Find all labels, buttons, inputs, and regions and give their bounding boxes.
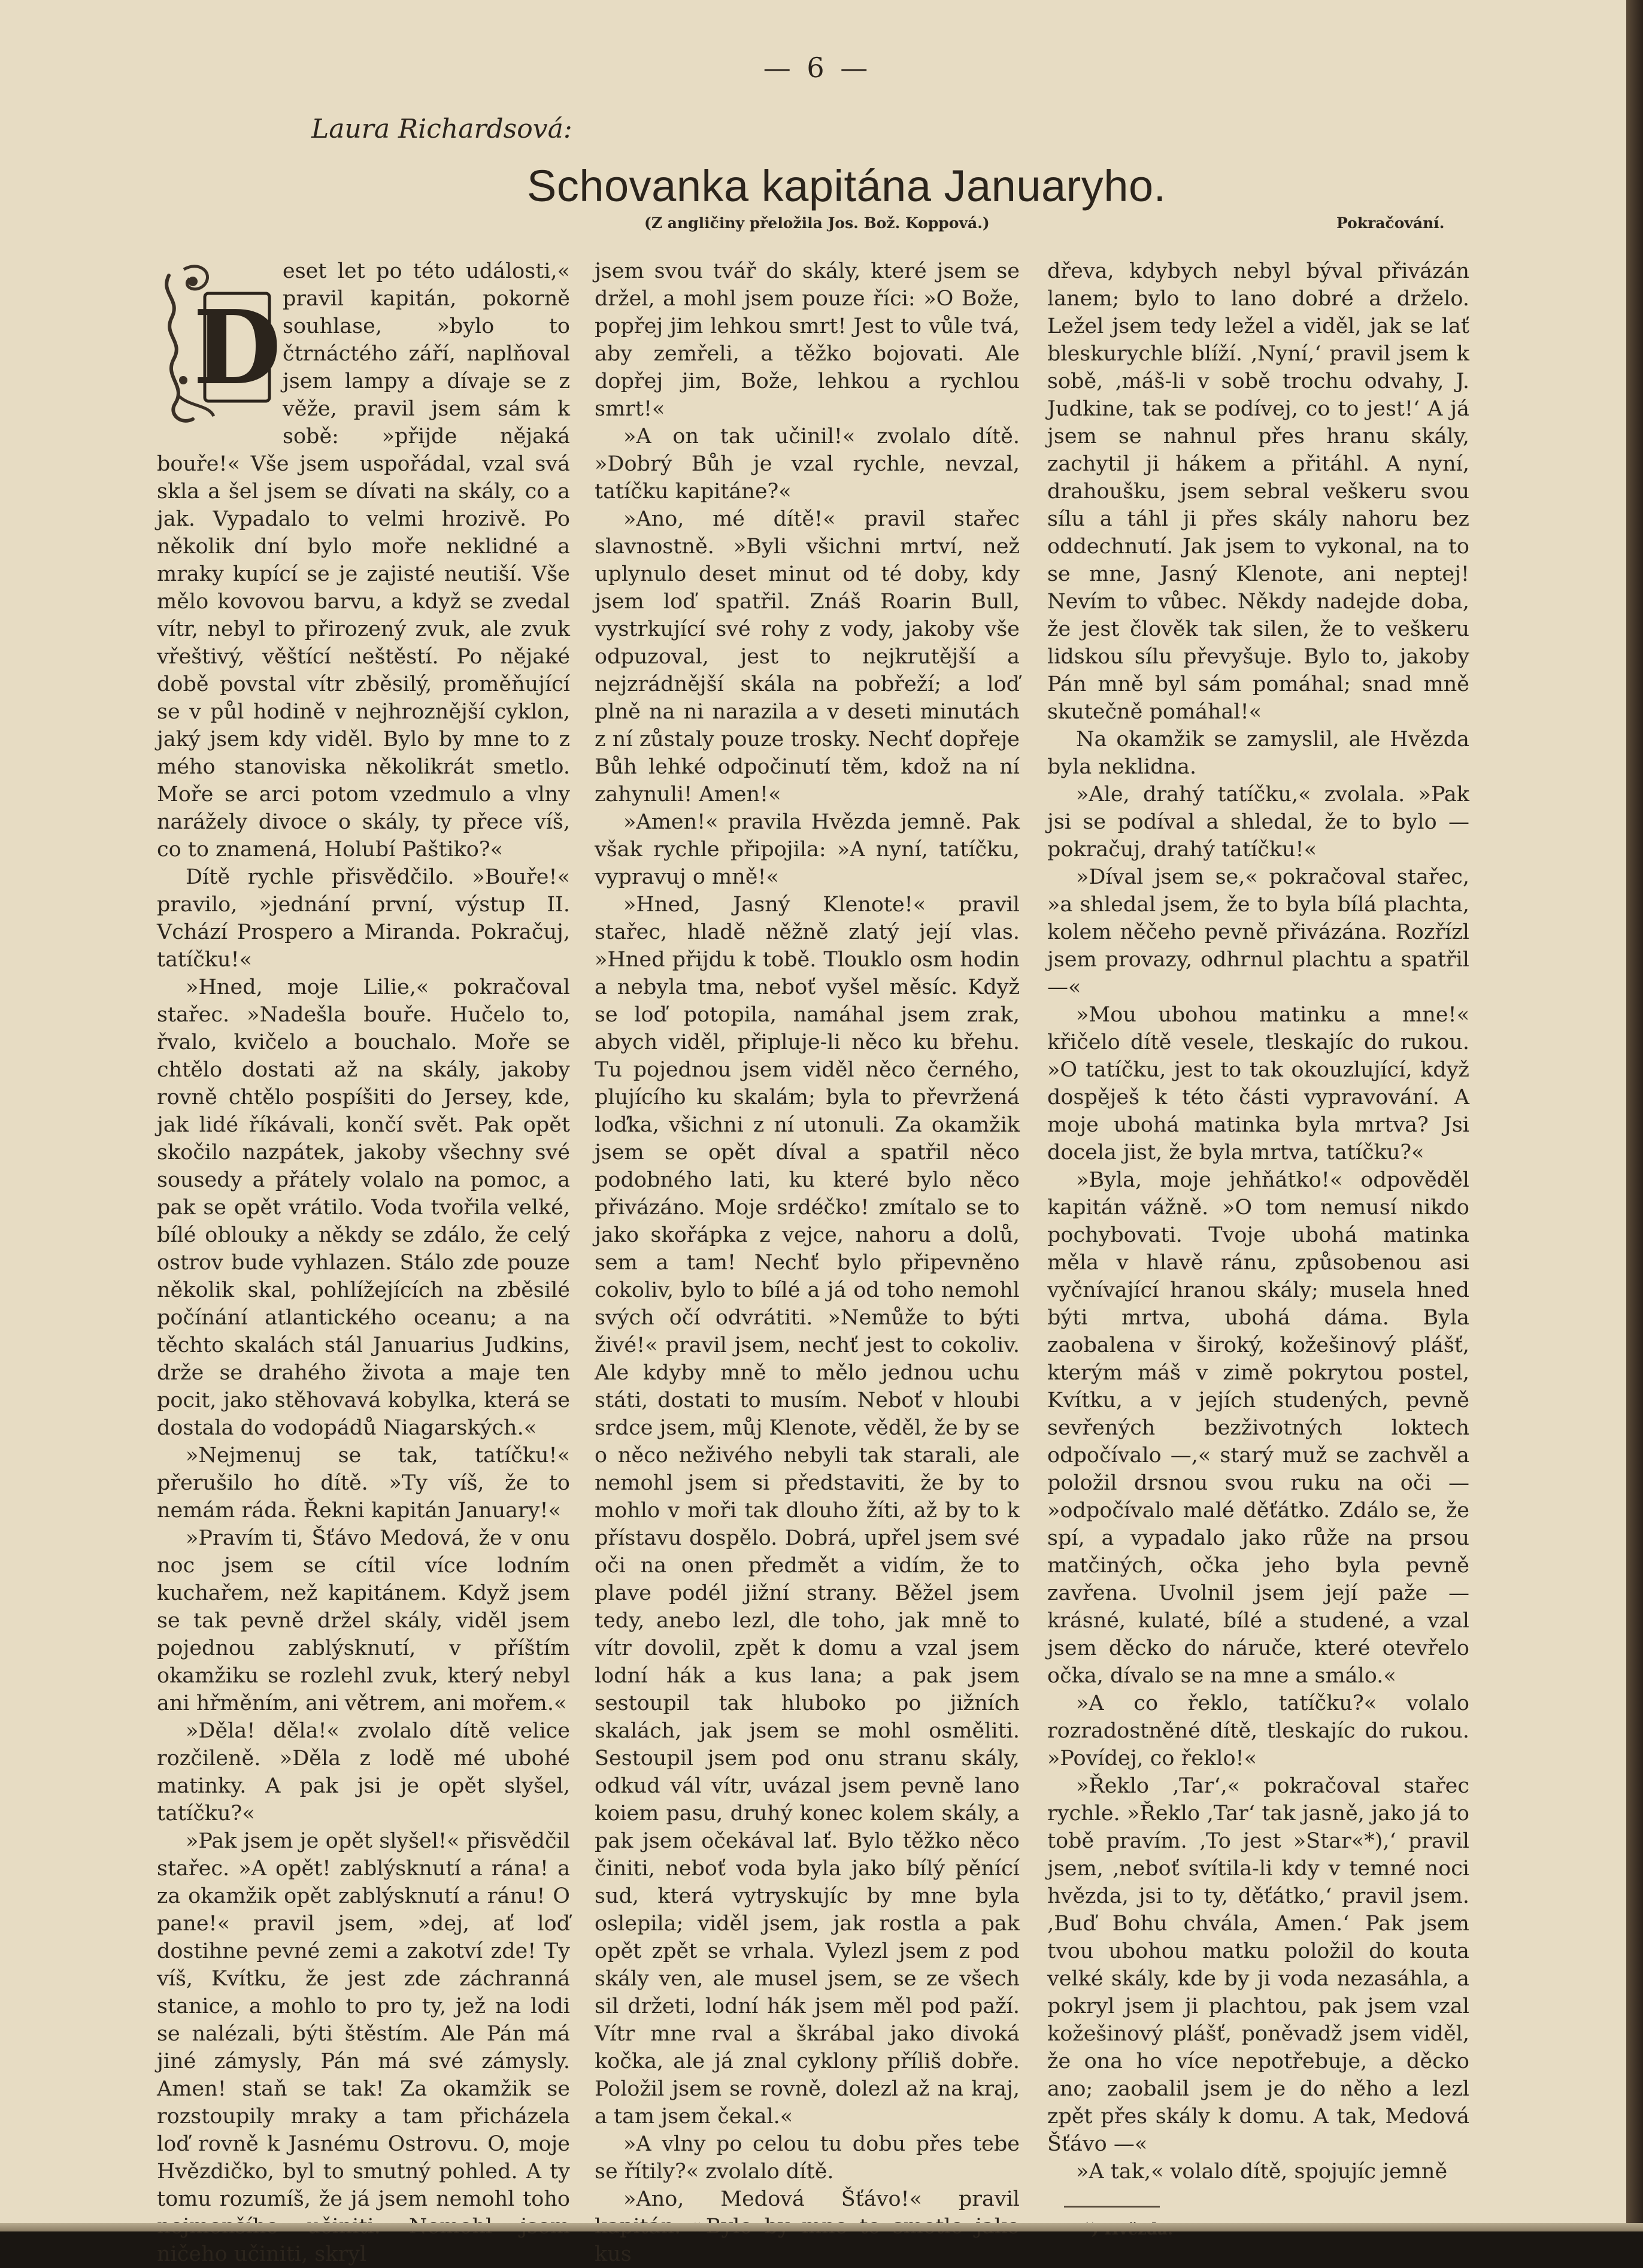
paragraph: »Ale, drahý tatíčku,« zvolala. »Pak jsi se podíval a shledal, že to bylo — pokračuj, drahý tatíčku!« <box>1047 783 1469 862</box>
paragraph: »A on tak učinil!« zvolalo dítě. »Dobrý Bůh je vzal rychle, nevzal, tatíčku kapitáne?« <box>595 425 1020 504</box>
initial-letter: D <box>193 288 281 408</box>
continued-label: Pokračování. <box>1336 214 1445 232</box>
paragraph: »A tak,« volalo dítě, spojujíc jemně <box>1076 2160 1448 2184</box>
paragraph: dřeva, kdybych nebyl býval přivázán lanem; bylo to lano dobré a drželo. Ležel jsem tedy ležel a viděl, jak se lať bleskurychle blíží. ‚Nyní,‘ pravil jsem k sobě, ‚máš-li v sobě trochu odvahy, J. Judkine, tak se podívej, co to jest!‘ A já jsem se nahnul přes hranu skály, zachytil ji hákem a přitáhl. A nyní, drahoušku, jsem sebral veškeru svou sílu a táhl ji přes skály nahoru bez oddechnutí. Jak jsem to vykonal, na to se mne, Jasný Klenote, ani neptej! Nevím to vůbec. Někdy nadejde doba, že jest člověk tak silen, že to veškeru lidskou sílu převyšuje. Bylo to, jakoby Pán mně byl sám pomáhal; snad mně skutečně pomáhal!« <box>1047 259 1469 724</box>
text-column-1 <box>157 257 570 2268</box>
paragraph: jsem svou tvář do skály, které jsem se držel, a mohl jsem pouze říci: »O Bože, popřej jim lehkou smrt! Jest to vůle tvá, aby zemřeli, a těžko bojovati. Ale dopřej jim, Bože, lehkou a rychlou smrt!« <box>595 259 1020 421</box>
article-title: Schovanka kapitána Januaryho. <box>527 161 1166 211</box>
paragraph: »A co řeklo, tatíčku?« volalo rozradostněné dítě, tleskajíc do rukou. »Povídej, co řeklo!« <box>1047 1691 1469 1770</box>
page-number: — 6 — <box>763 51 872 84</box>
paragraph: »Děla! děla!« zvolalo dítě velice rozčileně. »Děla z lodě mé ubohé matinky. A pak jsi je opět slyšel, tatíčku?« <box>157 1719 570 1826</box>
text-column-3 <box>1047 257 1469 2243</box>
translator-credit: (Z angličiny přeložila Jos. Bož. Koppová.) <box>644 214 990 232</box>
drop-cap-space <box>157 257 283 429</box>
paragraph: Na okamžik se zamyslil, ale Hvězda byla neklidna. <box>1047 727 1469 779</box>
author-name: Laura Richardsová: <box>311 114 572 144</box>
ornamental-initial-d <box>157 257 281 431</box>
paragraph: »Pak jsem je opět slyšel!« přisvědčil stařec. »A opět! zablýsknutí a rána! a za okamžik opět zablýsknutí a ránu! O pane!« pravil jsem, »dej, ať loď dostihne pevné zemi a zakotví zde! Ty víš, Kvítku, že jest zde záchranná stanice, a mohlo to pro ty, jež na lodi se nalézali, býti štěstím. Ale Pán má jiné zámysly, Pán má své zámysly. Amen! staň se tak! Za okamžik se rozstoupily mraky a tam přicházela loď rovně k Jasnému Ostrovu. O, moje Hvězdičko, byl to smutný pohled. A ty tomu rozumíš, že já jsem nemohl toho ničeho učiniti, skryl <box>157 1829 570 2266</box>
paragraph: »Hned, moje Lilie,« pokračoval stařec. »Nadešla bouře. Hučelo to, řvalo, kvičelo a bouchalo. Moře se chtělo dostati až na skály, jakoby rovně chtělo pospíšiti do Jersey, kde, jak lidé říkávali, končí svět. Pak opět skočilo nazpátek, jakoby všechny své sousedy a přátely volalo na pomoc, a pak se opět vrátilo. Voda tvořila velké, bílé oblouky a někdy se zdálo, že celý ostrov bude vyhlazen. Stálo zde pouze několik skal, pohlížejících na zběsilé počínání atlantického oceanu; a na těchto skalách stál Januarius Judkins, drže se drahého života a maje ten pocit, jako stěhovavá kobylka, která se dostala do vodopádů Niagarských.« <box>157 975 570 1440</box>
footnote-divider <box>1064 2206 1160 2208</box>
paragraph: »Mou ubohou matinku a mne!« křičelo dítě vesele, tleskajíc do rukou. »O tatíčku, jest to tak okouzlující, když dospěješ k této části vypravování. A moje ubohá matinka byla mrtva? Jsi docela jist, že byla mrtva, tatíčku?« <box>1047 1003 1469 1165</box>
paragraph: »Amen!« pravila Hvězda jemně. Pak však rychle připojila: »A nyní, tatíčku, vypravuj o mně!« <box>595 810 1020 889</box>
paragraph: »Díval jsem se,« pokračoval stařec, »a shledal jsem, že to byla bílá plachta, kolem něčeho pevně přivázána. Rozřízl jsem provazy, odhrnul plachtu a spatřil —« <box>1047 865 1469 999</box>
paragraph: »Ano, Medová Šťávo!« pravil kus <box>595 2187 1020 2266</box>
paragraph: »A vlny po celou tu dobu přes tebe se řítily?« zvolalo dítě. <box>595 2132 1020 2184</box>
paragraph: »Řeklo ‚Tar‘,« pokračoval stařec rychle. »Řeklo ‚Tar‘ tak jasně, jako já to tobě pravím. ‚To jest »Star«*),‘ pravil jsem, ‚neboť svítila-li kdy v temné noci hvězda, jsi to ty, děťátko,‘ pravil jsem. ‚Buď Bohu chvála, Amen.‘ Pak jsem tvou ubohou matku položil do kouta velké skály, kde by ji voda nezasáhla, a pokryl jsem ji plachtou, pak jsem vzal kožešinový plášť, poněvadž jsem viděl, že ona ho více nepotřebuje, a děcko ano; zaobalil jsem je do něho a lezl zpět přes skály k domu. A tak, Medová Šťávo —« <box>1047 1774 1469 2156</box>
paragraph: »Pravím ti, Šťávo Medová, že v onu noc jsem se cítil více lodním kuchařem, než kapitánem. Když jsem se tak pevně držel skály, viděl jsem pojednou zablýsknutí, v příštím okamžiku se rozlehl zvuk, který nebyl ani hřměním, ani větrem, ani mořem.« <box>157 1526 570 1715</box>
page-binding-edge <box>1626 0 1643 2231</box>
paragraph: »Ano, mé dítě!« pravil stařec slavnostně. »Byli všichni mrtví, než uplynulo deset minut od té doby, kdy jsem loď spatřil. Znáš Roarin Bull, vystrkující své rohy z vody, jakoby vše odpuzoval, jest to nejkrutější a nejzrádnější skála na pobřeží; a loď plně na ni narazila a v deseti minutách z ní zůstaly pouze trosky. Nechť dopřeje Bůh lehké odpočinutí těm, kdož na ní zahynuli! Amen!« <box>595 507 1020 806</box>
paragraph: »Hned, Jasný Klenote!« pravil stařec, hladě něžně zlatý její vlas. »Hned přijdu k tobě. Tlouklo osm hodin a nebyla tma, neboť vyšel měsíc. Když se loď potopila, namáhal jsem zrak, abych viděl, připluje-li něco ku břehu. Tu pojednou jsem viděl něco černého, plujícího ku skalám; byla to převržená loďka, všichni z ní utonuli. Za okamžik jsem se opět díval a spatřil něco podobného lati, ku které bylo něco přivázáno. Moje srdéčko! zmítalo se to jako skořápka z vejce, nahoru a dolů, sem a tam! Nechť bylo připevněno cokoliv, bylo to bílé a já od toho nemohl svých očí odvrátiti. »Nemůže to býti živé!« pravil jsem, nechť jest to cokoliv. Ale kdyby mně to mělo jednou uchu státi, dostati to musím. Neboť v hloubi srdce jsem, můj Klenote, věděl, že by se o něco neživého nebyli tak starali, ale nemohl jsem si představiti, že by to mohlo v moři tak dlouho žíti, až by to k přístavu dospělo. Dobrá, upřel jsem své oči na onen předmět a vidím, že to plave podél jižní strany. Běžel jsem tedy, anebo lezl, dle toho, jak mně to vítr dovolil, zpět k domu a vzal jsem lodní hák a kus lana; a pak jsem sestoupil tak hluboko po jižních skalách, jak jsem se mohl osměliti. Sestoupil jsem pod onu stranu skály, odkud vál vítr, uvázal jsem pevně lano koiem pasu, druhý konec kolem skály, a pak jsem očekával lať. Bylo těžko něco činiti, neboť voda byla jako bílý pěnící sud, která vytryskujíc by mne byla oslepila; viděl jsem, jak rostla a pak opět zpět se vrhala. Vylezl jsem z pod skály ven, ale musel jsem, se ze všech sil držeti, lodní hák jsem měl pod paží. Vítr mne rval a škrábal jako divoká kočka, ale já znal cyklony příliš dobře. Položil jsem se rovně, dolezl až na kraj, a tam jsem čekal.« <box>595 893 1020 2128</box>
paragraph: »Nejmenuj se tak, tatíčku!« přerušilo ho dítě. »Ty víš, že to nemám ráda. Řekni kapitán January!« <box>157 1444 570 1523</box>
page-bottom-edge <box>0 2223 1643 2231</box>
paragraph: Dítě rychle přisvědčilo. »Bouře!« pravilo, »jednání první, výstup II. Vchází Prospero a Miranda. Pokračuj, tatíčku!« <box>157 865 570 972</box>
paragraph: »Byla, moje jehňátko!« odpověděl kapitán vážně. »O tom nemusí nikdo pochybovati. Tvoje ubohá matinka měla v hlavě ránu, způsobenou asi vyčnívající hranou skály; musela hned býti mrtva, ubohá dáma. Byla zaobalena v široký, kožešinový plášť, kterým máš v zimě pokrytou postel, Kvítku, a v jejích studených, pevně sevřených bezživotných loktech odpočívalo —,« starý muž se zachvěl a položil drsnou svou ruku na oči — »odpočívalo malé děťátko. Zdálo se, že spí, a vypadalo jako růže na prsou matčiných, očka jeho byla pevně zavřena. Uvolnil jsem její paže — krásné, kulaté, bílé a studené, a vzal jsem děcko do náruče, které otevřelo očka, dívalo se na mne a smálo.« <box>1047 1168 1469 1688</box>
text-column-2 <box>595 257 1020 2268</box>
paragraph: eset let po této události,« pravil kapitán, pokorně souhlase, »bylo to čtrnáctého září, naplňoval jsem lampy a dívaje se z věže, pravil jsem sám k sobě: »přijde nějaká bouře!« Vše jsem uspořádal, vzal svá skla a šel jsem se dívati na skály, co a jak. Vypadalo to velmi hrozivě. Po několik dní bylo moře neklidné a mraky kupící se je zajisté neutiší. Vše mělo kovovou barvu, a když se zvedal vítr, nebyl to přirozený zvuk, ale zvuk vřeštivý, věštící neštěstí. Po nějaké době povstal vítr zběsilý, proměňující se v půl hodině v nejhroznější cyklon, jaký jsem kdy viděl. Bylo by mne to z mého stanoviska několikrát smetlo. Moře se arci potom vzedmulo a vlny narážely divoce o skály, ty přece víš, co to znamená, Holubí Paštiko?« <box>157 259 570 862</box>
